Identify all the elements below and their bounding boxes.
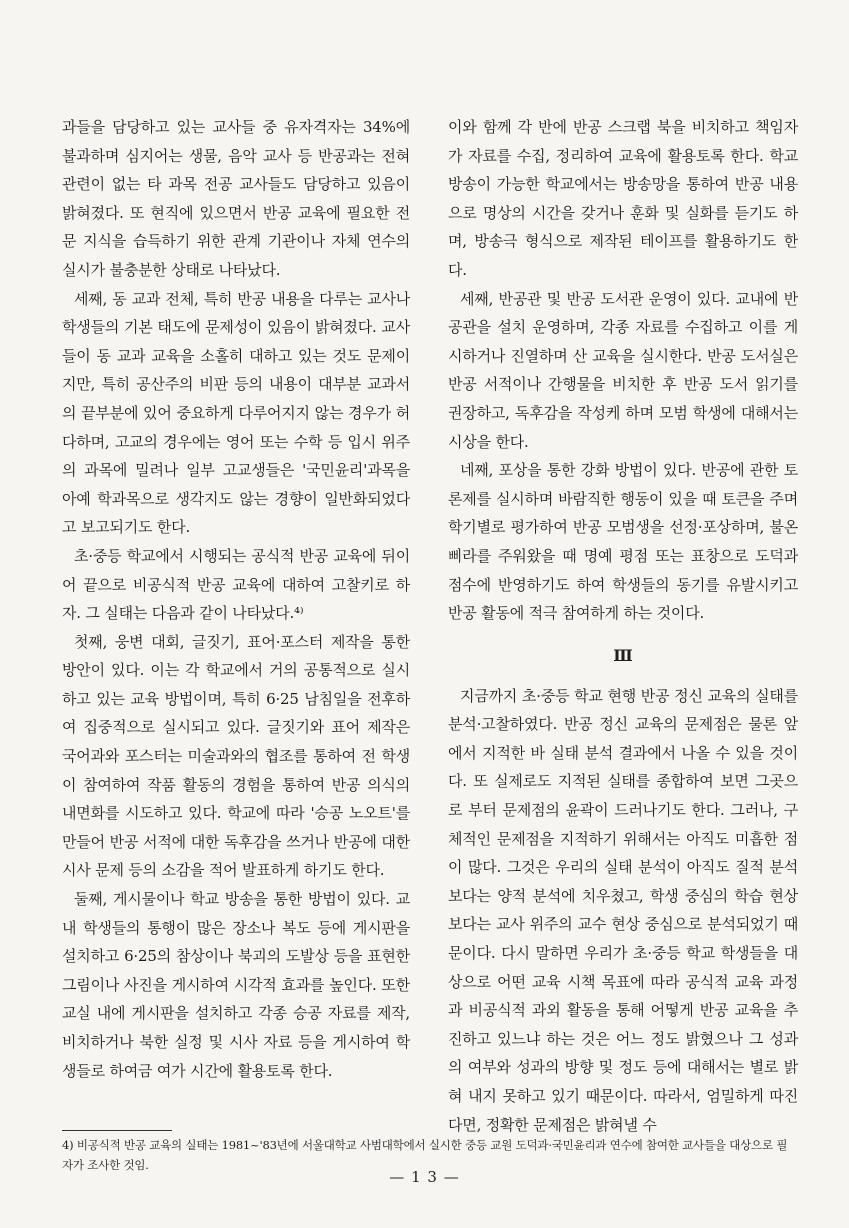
right-column [448, 113, 798, 1139]
page-number: — 1 3 — [389, 1168, 460, 1186]
section-heading: Ⅲ [613, 645, 633, 665]
paragraph: 첫째, 웅변 대회, 글짓기, 표어·포스터 제작을 통한 방안이 있다. 이는 각 학교에서 거의 공통적으로 실시하고 있는 교육 방법이며, 특히 6·25 남침일을 전후하여 집중적으로 실시되고 있다. 글짓기와 표어 제작은 국어과와 포스터는 미술과와의 협조를 통하여 전 학생이 참여하여 작품 활동의 경험을 통하여 반공 의식의 내면화를 시도하고 있다. 학교에 따라 '승공 노오트'를 만들어 반공 서적에 대한 독후감을 쓰거나 반공에 대한 시사 문제 등의 소감을 적어 발표하게 하기도 한다. [62, 632, 410, 880]
paragraph: 지금까지 초·중등 학교 현행 반공 정신 교육의 실태를 분석·고찰하였다. 반공 정신 교육의 문제점은 물론 앞에서 지적한 바 실태 분석 결과에서 나올 수 있을 것이다. 또 실제로도 지적된 실태를 종합하여 보면 그곳으로 부터 문제점의 윤곽이 드러나기도 한다. 그러나, 구체적인 문제점을 지적하기 위해서는 아직도 미흡한 점이 많다. 그것은 우리의 실태 분석이 아직도 질적 분석보다는 양적 분석에 치우쳤고, 학생 중심의 학습 현상보다는 교사 위주의 교수 현상 중심으로 분석되었기 때문이다. 다시 말하면 우리가 초·중등 학교 학생들을 대상으로 어떤 교육 시책 목표에 따라 공식적 교육 과정과 비공식적 과외 활동을 통해 어떻게 반공 교육을 추진하고 있느냐 하는 것은 어느 정도 밝혔으나 그 성과의 여부와 성과의 방향 및 정도 등에 대해서는 별로 밝혀 내지 못하고 있기 때문이다. 따라서, 엄밀하게 따진다면, 정확한 문제점은 밝혀낼 수 [448, 686, 798, 1134]
paragraph: 네째, 포상을 통한 강화 방법이 있다. 반공에 관한 토론제를 실시하며 바람직한 행동이 있을 때 토큰을 주며 학기별로 평가하여 반공 모범생을 선정·포상하며, 불온 삐라를 주워왔을 때 명예 평점 또는 표창으로 도덕과 점수에 반영하기도 하여 학생들의 동기를 유발시키고 반공 활동에 적극 참여하게 하는 것이다. [448, 461, 798, 623]
paragraph: 둘째, 게시물이나 학교 방송을 통한 방법이 있다. 교내 학생들의 통행이 많은 장소나 복도 등에 게시판을 설치하고 6·25의 참상이나 북괴의 도발상 등을 표현한 그림이나 사진을 게시하여 시각적 효과를 높인다. 또한 교실 내에 게시판을 설치하고 각종 승공 자료를 제작, 비치하거나 북한 실정 및 시사 자료 등을 게시하여 학생들로 하여금 여가 시간에 활용토록 한다. [62, 890, 410, 1080]
left-column [62, 113, 410, 1085]
paragraph: 과들을 담당하고 있는 교사들 중 유자격자는 34%에 불과하며 심지어는 생물, 음악 교사 등 반공과는 전혀 관련이 없는 타 과목 전공 교사들도 담당하고 있음이 밝혀졌다. 또 현직에 있으면서 반공 교육에 필요한 전문 지식을 습득하기 위한 관계 기관이나 자체 연수의 실시가 불충분한 상태로 나타났다. [62, 118, 410, 279]
paragraph: 세째, 반공관 및 반공 도서관 운영이 있다. 교내에 반공관을 설치 운영하며, 각종 자료를 수집하고 이를 게시하거나 진열하며 산 교육을 실시한다. 반공 도서실은 반공 서적이나 간행물을 비치한 후 반공 도서 읽기를 권장하고, 독후감을 작성케 하며 모범 학생에 대해서는 시상을 한다. [448, 289, 798, 451]
paragraph: 초·중등 학교에서 시행되는 공식적 반공 교육에 뒤이어 끝으로 비공식적 반공 교육에 대하여 고찰키로 하자. 그 실태는 다음과 같이 나타났다.⁴⁾ [62, 546, 410, 623]
paragraph: 이와 함께 각 반에 반공 스크랩 북을 비치하고 책임자가 자료를 수집, 정리하여 교육에 활용토록 한다. 학교 방송이 가능한 학교에서는 방송망을 통하여 반공 내용으로 명상의 시간을 갖거나 훈화 및 실화를 듣기도 하며, 방송극 형식으로 제작된 테이프를 활용하기도 한다. [448, 118, 798, 279]
footnote-divider [62, 1130, 172, 1131]
footnote: 4) 비공식적 반공 교육의 실태는 1981~'83년에 서울대학교 사범대학에서 실시한 중등 교원 도덕과·국민윤리과 연수에 참여한 교사들을 대상으로 필자가 조사한 것임. [62, 1138, 788, 1172]
paragraph: 세째, 동 교과 전체, 특히 반공 내용을 다루는 교사나 학생들의 기본 태도에 문제성이 있음이 밝혀졌다. 교사들이 동 교과 교육을 소홀히 대하고 있는 것도 문제이지만, 특히 공산주의 비판 등의 내용이 대부분 교과서의 끝부분에 있어 중요하게 다루어지지 않는 경우가 허다하며, 고교의 경우에는 영어 또는 수학 등 입시 위주의 과목에 밀려나 일부 고교생들은 '국민윤리'과목을 아예 학과목으로 생각지도 않는 경향이 일반화되었다고 보고되기도 한다. [62, 289, 410, 537]
